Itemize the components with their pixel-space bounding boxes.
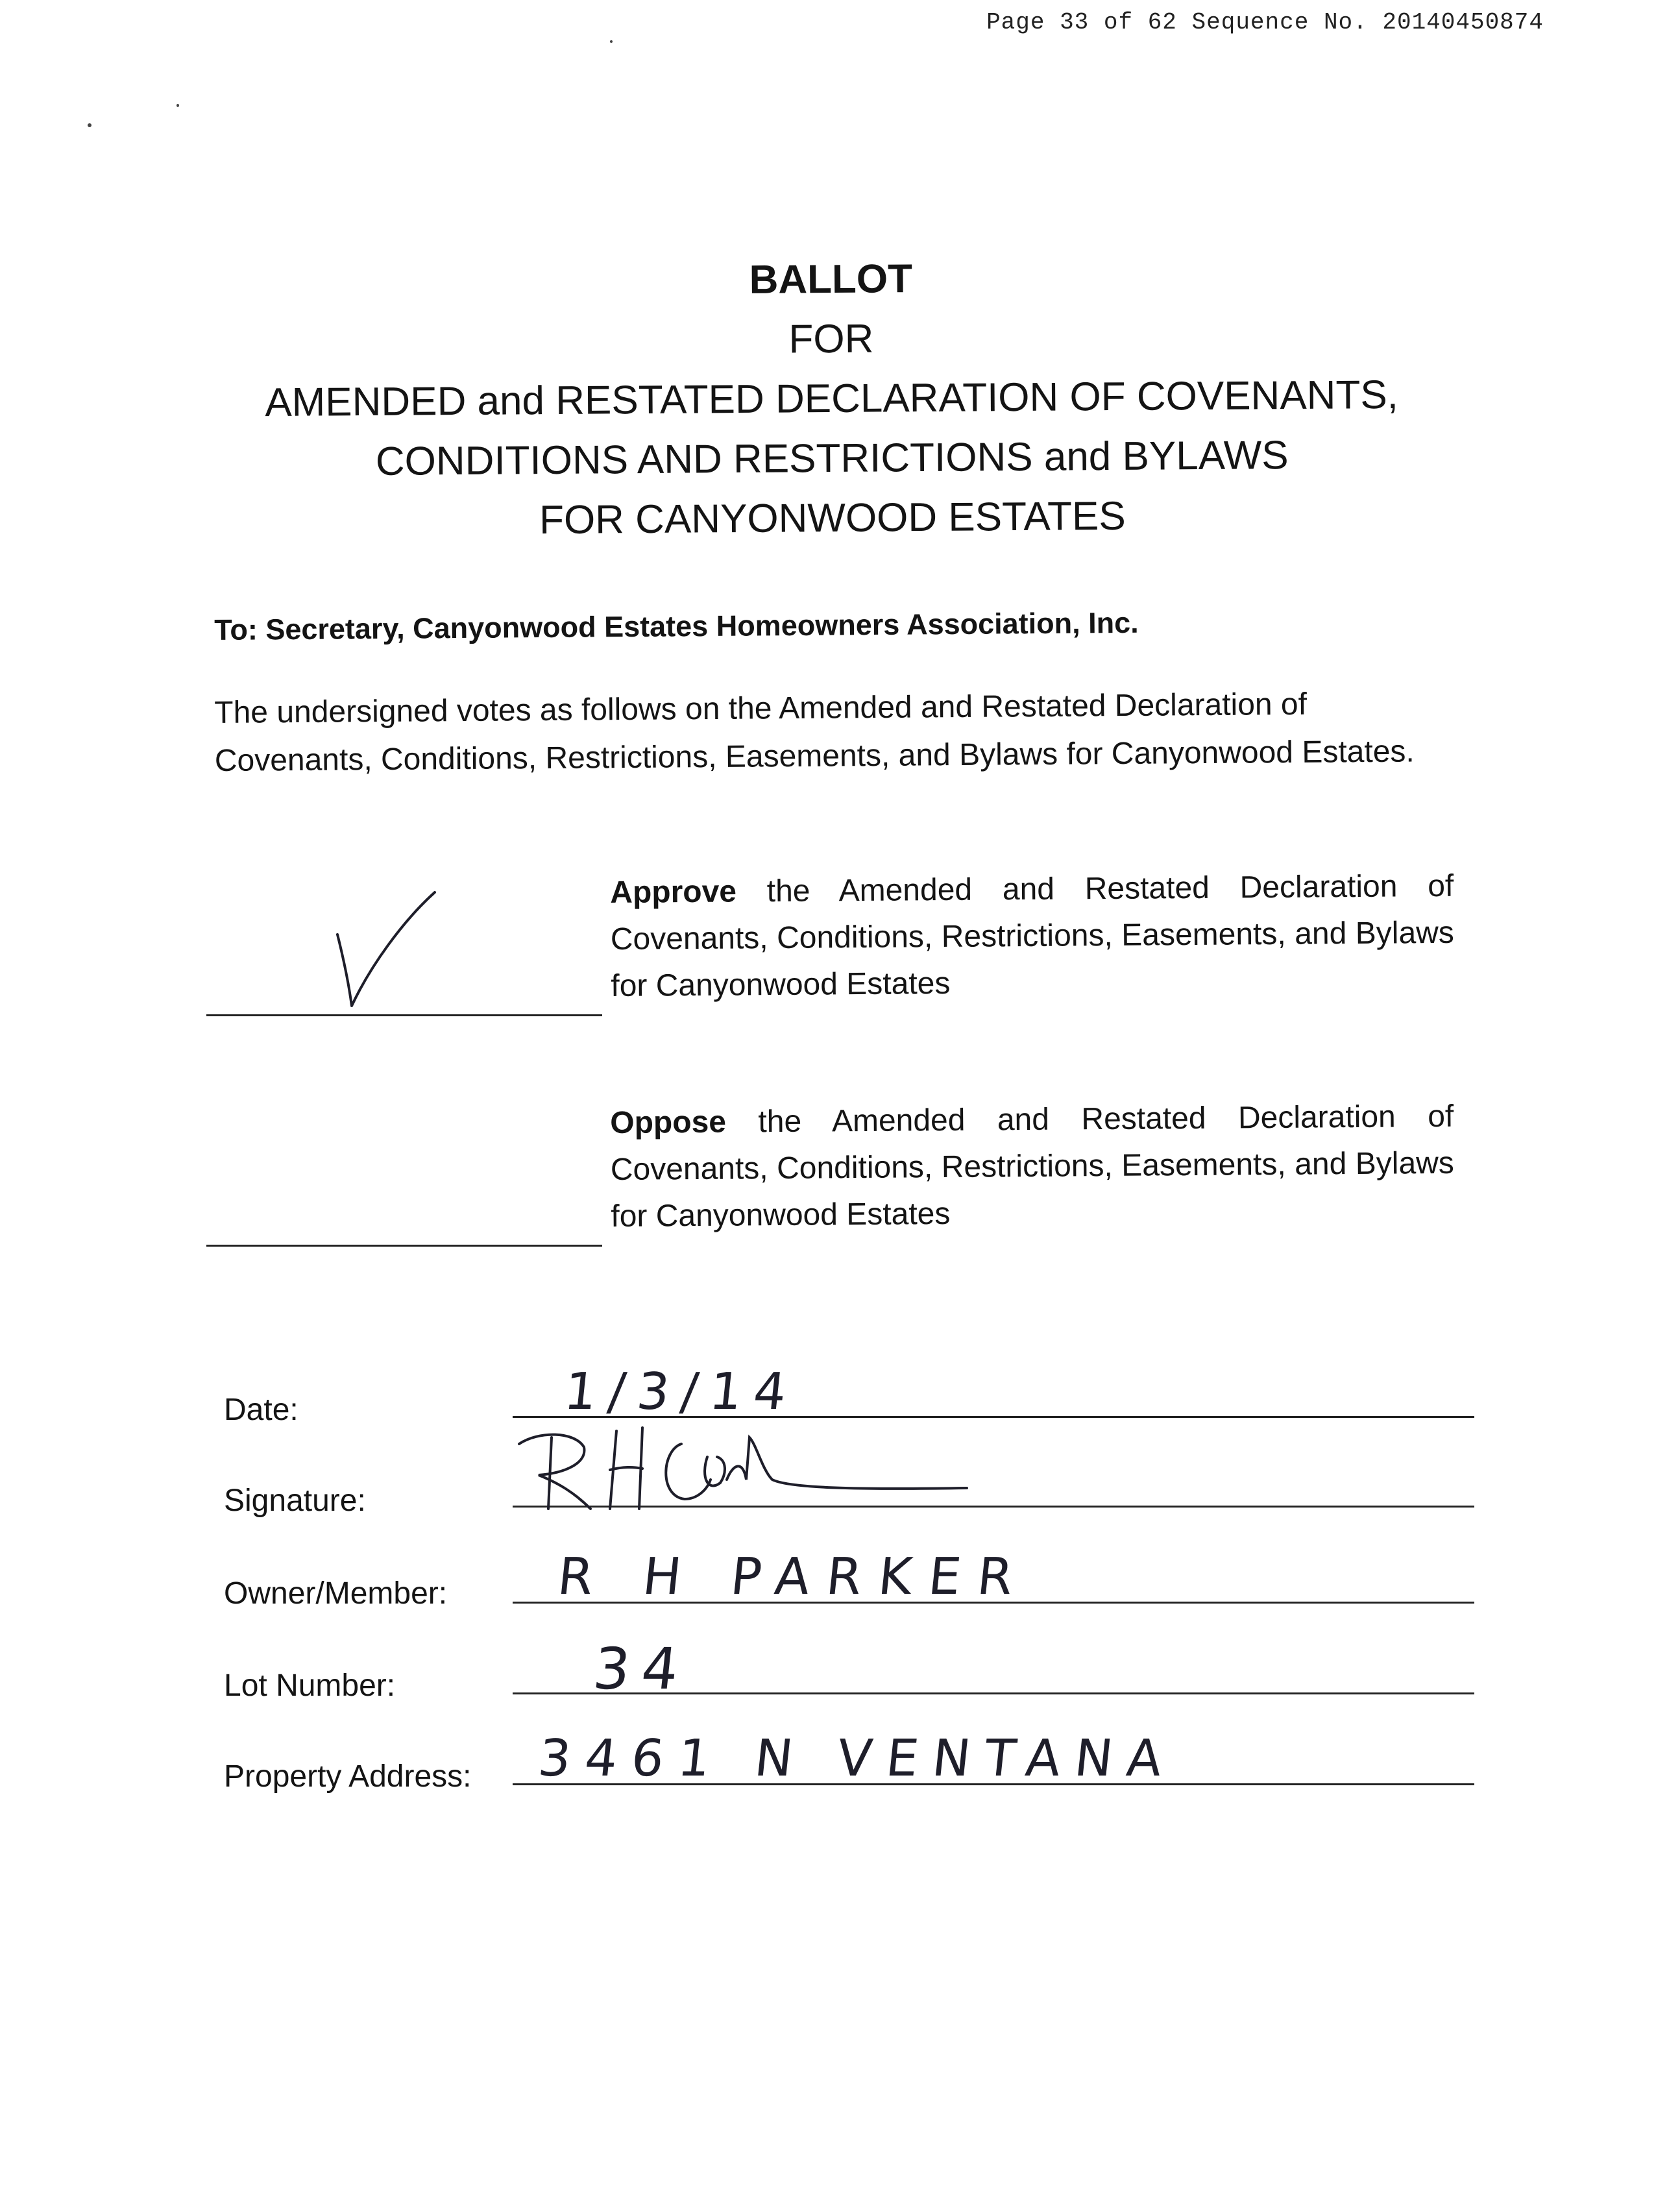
owner-value: R H PARKER — [555, 1548, 1033, 1606]
address-value: 3461 N VENTANA — [535, 1729, 1179, 1788]
approve-option-text — [610, 863, 1455, 1010]
signature-image — [513, 1418, 980, 1515]
title-line-3: AMENDED and RESTATED DECLARATION OF COVENANTS, — [265, 372, 1399, 426]
page-sequence-header: Page 33 of 62 Sequence No. 20140450874 — [986, 9, 1544, 36]
intro-paragraph: The undersigned votes as follows on the Amended and Restated Declaration of Covenants, Conditions, Restrictions, Easements, and Bylaws for Canyonwood Estates. — [214, 687, 1415, 778]
checkmark-icon — [324, 889, 454, 1012]
signature-label: Signature: — [224, 1484, 366, 1518]
owner-label: Owner/Member: — [224, 1576, 448, 1611]
scan-speck — [610, 40, 613, 43]
title-for: FOR — [788, 316, 874, 362]
approve-description: the Amended and Restated Declaration of Covenants, Conditions, Restrictions, Easements, and Bylaws for Canyonwood Estates — [610, 868, 1455, 1003]
oppose-keyword: Oppose — [610, 1105, 727, 1140]
lot-value: 34 — [590, 1635, 694, 1702]
scan-speck — [88, 123, 91, 127]
date-label: Date: — [224, 1393, 298, 1427]
title-line-4: CONDITIONS AND RESTRICTIONS and BYLAWS — [375, 433, 1289, 484]
ballot-heading: BALLOT — [749, 256, 913, 302]
address-label: Property Address: — [224, 1759, 472, 1794]
approve-vote-line[interactable] — [206, 1014, 602, 1016]
oppose-description: the Amended and Restated Declaration of Covenants, Conditions, Restrictions, Easements, and Bylaws for Canyonwood Estates — [610, 1099, 1455, 1234]
oppose-option-text — [610, 1093, 1455, 1240]
title-line-5: FOR CANYONWOOD ESTATES — [539, 493, 1126, 543]
approve-keyword: Approve — [610, 874, 737, 910]
date-value: 1/3/14 — [561, 1363, 801, 1421]
oppose-vote-line[interactable] — [206, 1245, 602, 1247]
addressee-line: To: Secretary, Canyonwood Estates Homeowners Association, Inc. — [214, 605, 1139, 646]
scan-speck — [177, 104, 179, 107]
lot-label: Lot Number: — [224, 1668, 396, 1703]
ballot-title — [0, 244, 1663, 554]
